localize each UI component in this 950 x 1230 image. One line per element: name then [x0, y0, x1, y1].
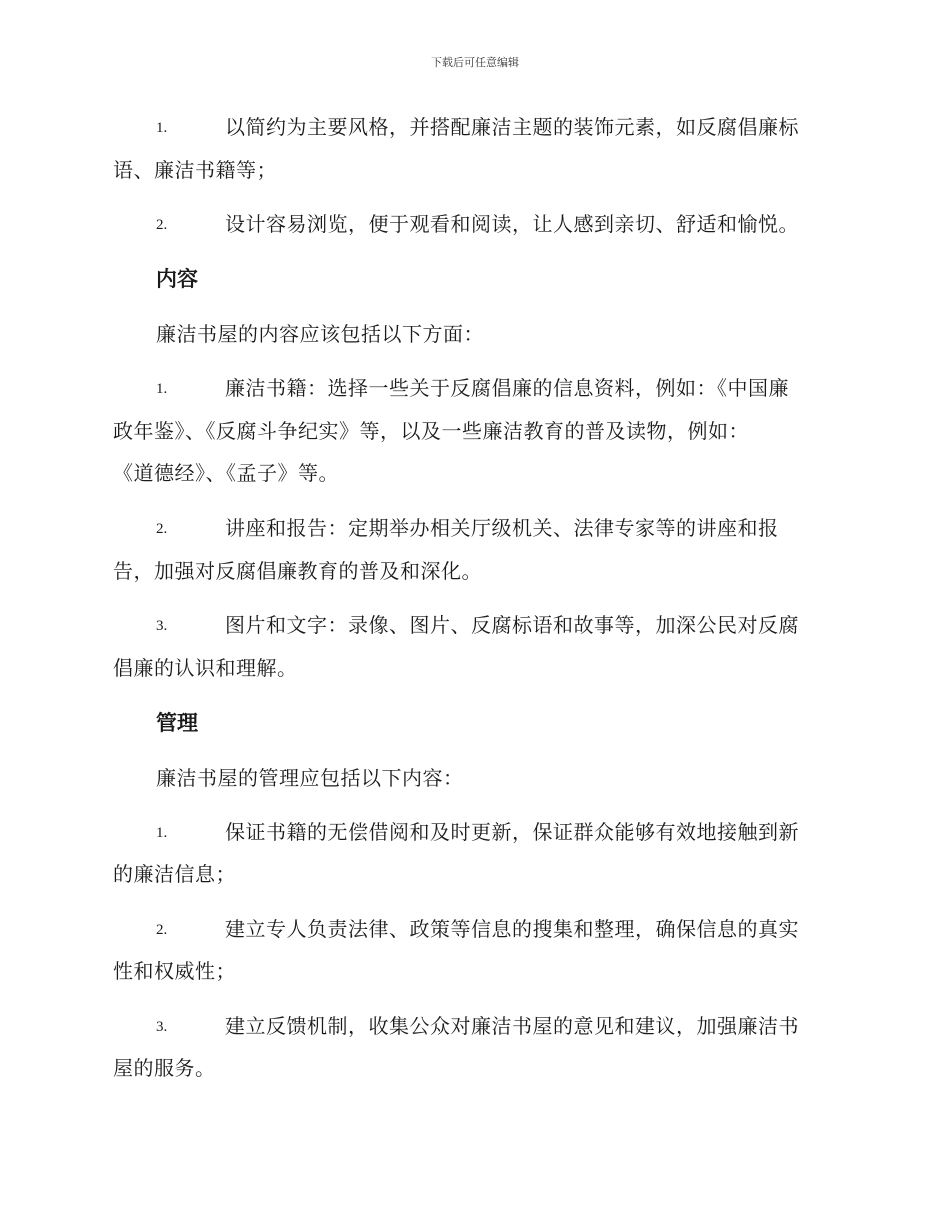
list-number: 2. — [156, 521, 168, 537]
section-intro: 廉洁书屋的管理应包括以下内容： — [156, 766, 464, 790]
paragraph-line: 的廉洁信息； — [113, 862, 236, 886]
paragraph-line: 语、廉洁书籍等； — [113, 158, 277, 182]
paragraph-line: 性和权威性； — [113, 959, 236, 983]
list-number: 2. — [156, 922, 168, 938]
paragraph-line: 倡廉的认识和理解。 — [113, 656, 298, 680]
paragraph-line: 告，加强对反腐倡廉教育的普及和深化。 — [113, 559, 482, 583]
paragraph-line: 以简约为主要风格，并搭配廉洁主题的装饰元素，如反腐倡廉标 — [225, 115, 799, 139]
paragraph-line: 政年鉴》、《反腐斗争纪实》等，以及一些廉洁教育的普及读物，例如： — [113, 419, 749, 443]
page-header: 下载后可任意编辑 — [431, 56, 519, 69]
paragraph-line: 设计容易浏览，便于观看和阅读，让人感到亲切、舒适和愉悦。 — [225, 212, 799, 236]
section-intro: 廉洁书屋的内容应该包括以下方面： — [156, 322, 484, 346]
paragraph-line: 图片和文字：录像、图片、反腐标语和故事等，加深公民对反腐 — [225, 613, 799, 637]
paragraph-line: 保证书籍的无偿借阅和及时更新，保证群众能够有效地接触到新 — [225, 820, 799, 844]
list-number: 2. — [156, 217, 168, 233]
list-number: 3. — [156, 1019, 168, 1035]
paragraph-line: 建立专人负责法律、政策等信息的搜集和整理，确保信息的真实 — [225, 917, 799, 941]
list-number: 1. — [156, 381, 168, 397]
section-heading: 管理 — [156, 711, 198, 735]
paragraph-line: 廉洁书籍：选择一些关于反腐倡廉的信息资料，例如：《中国廉 — [225, 376, 789, 400]
paragraph-line: 讲座和报告：定期举办相关厅级机关、法律专家等的讲座和报 — [225, 516, 779, 540]
list-number: 3. — [156, 618, 168, 634]
list-number: 1. — [156, 825, 168, 841]
paragraph-line: 屋的服务。 — [113, 1056, 216, 1080]
paragraph-line: 建立反馈机制，收集公众对廉洁书屋的意见和建议，加强廉洁书 — [225, 1014, 799, 1038]
section-heading: 内容 — [156, 267, 198, 291]
list-number: 1. — [156, 120, 168, 136]
paragraph-line: 《道德经》、《孟子》等。 — [113, 461, 339, 485]
